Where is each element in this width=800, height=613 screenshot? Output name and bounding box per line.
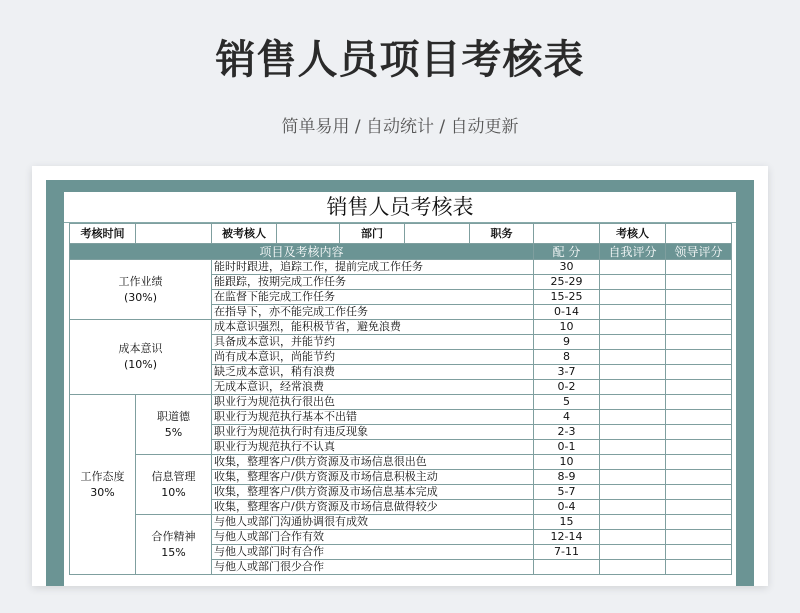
value-time[interactable]: [136, 224, 212, 244]
self-score-cell[interactable]: [600, 305, 666, 320]
col-self: 自我评分: [600, 244, 666, 260]
row-score: 30: [534, 260, 600, 275]
row-score: 5: [534, 395, 600, 410]
group-performance: [70, 260, 212, 320]
row-content: 具备成本意识，并能节约: [212, 335, 534, 350]
row-content: 收集，整理客户/供方资源及市场信息很出色: [212, 455, 534, 470]
leader-score-cell[interactable]: [666, 515, 732, 530]
row-content: 缺乏成本意识，稍有浪费: [212, 365, 534, 380]
row-content: 在指导下，亦不能完成工作任务: [212, 305, 534, 320]
col-items: 项目及考核内容: [70, 244, 534, 260]
meta-row: [70, 224, 732, 244]
leader-score-cell[interactable]: [666, 530, 732, 545]
leader-score-cell[interactable]: [666, 455, 732, 470]
row-score: 0-14: [534, 305, 600, 320]
row-content: 与他人或部门沟通协调很有成效: [212, 515, 534, 530]
subgroup-team: [136, 515, 212, 575]
self-score-cell[interactable]: [600, 560, 666, 575]
row-content: 成本意识强烈，能积极节省，避免浪费: [212, 320, 534, 335]
group-cost: [70, 320, 212, 395]
leader-score-cell[interactable]: [666, 305, 732, 320]
meta-middle: [212, 224, 534, 244]
row-content: 尚有成本意识，尚能节约: [212, 350, 534, 365]
row-score: 3-7: [534, 365, 600, 380]
leader-score-cell[interactable]: [666, 440, 732, 455]
leader-score-cell[interactable]: [666, 485, 732, 500]
self-score-cell[interactable]: [600, 500, 666, 515]
label-person: 被考核人: [212, 224, 277, 243]
row-content: 能跟踪，按期完成工作任务: [212, 275, 534, 290]
row-score: 10: [534, 455, 600, 470]
assessment-table: [69, 223, 732, 575]
group-name: 成本意识: [118, 342, 163, 355]
row-score: 12-14: [534, 530, 600, 545]
row-score: 8: [534, 350, 600, 365]
self-score-cell[interactable]: [600, 440, 666, 455]
row-score: 10: [534, 320, 600, 335]
row-content: 职业行为规范执行很出色: [212, 395, 534, 410]
self-score-cell[interactable]: [600, 260, 666, 275]
row-content: 与他人或部门很少合作: [212, 560, 534, 575]
row-content: 收集，整理客户/供方资源及市场信息做得较少: [212, 500, 534, 515]
row-content: 职业行为规范执行基本不出错: [212, 410, 534, 425]
subgroup-weight: 10%: [161, 485, 186, 499]
subgroup-name: 信息管理: [151, 469, 196, 483]
leader-score-cell[interactable]: [666, 380, 732, 395]
leader-score-cell[interactable]: [666, 275, 732, 290]
row-score: 15-25: [534, 290, 600, 305]
group-weight: 30%: [90, 485, 115, 499]
value-assessor[interactable]: [666, 224, 732, 244]
row-content: 无成本意识，经常浪费: [212, 380, 534, 395]
self-score-cell[interactable]: [600, 395, 666, 410]
self-score-cell[interactable]: [600, 290, 666, 305]
value-person[interactable]: [277, 224, 340, 243]
leader-score-cell[interactable]: [666, 320, 732, 335]
row-content: 在监督下能完成工作任务: [212, 290, 534, 305]
table-row: [70, 395, 732, 410]
self-score-cell[interactable]: [600, 545, 666, 560]
row-content: 职业行为规范执行时有违反现象: [212, 425, 534, 440]
row-content: 与他人或部门合作有效: [212, 530, 534, 545]
row-content: 收集，整理客户/供方资源及市场信息基本完成: [212, 485, 534, 500]
leader-score-cell[interactable]: [666, 425, 732, 440]
row-score: 4: [534, 410, 600, 425]
row-score: 2-3: [534, 425, 600, 440]
self-score-cell[interactable]: [600, 485, 666, 500]
spreadsheet-frame: [46, 180, 754, 586]
value-position[interactable]: [534, 224, 600, 244]
self-score-cell[interactable]: [600, 515, 666, 530]
self-score-cell[interactable]: [600, 410, 666, 425]
table-row: [70, 455, 732, 470]
subgroup-weight: 5%: [164, 425, 183, 439]
self-score-cell[interactable]: [600, 425, 666, 440]
value-dept[interactable]: [405, 224, 470, 243]
self-score-cell[interactable]: [600, 455, 666, 470]
leader-score-cell[interactable]: [666, 350, 732, 365]
row-content: 职业行为规范执行不认真: [212, 440, 534, 455]
leader-score-cell[interactable]: [666, 365, 732, 380]
page-subtitle: 简单易用 / 自动统计 / 自动更新: [281, 117, 519, 137]
row-content: 与他人或部门时有合作: [212, 545, 534, 560]
row-content: 能时时跟进，追踪工作，提前完成工作任务: [212, 260, 534, 275]
label-time: 考核时间: [70, 224, 136, 244]
self-score-cell[interactable]: [600, 470, 666, 485]
col-score: 配 分: [534, 244, 600, 260]
row-score: [534, 560, 600, 575]
group-name: 工作态度: [80, 469, 125, 483]
row-content: 收集，整理客户/供方资源及市场信息积极主动: [212, 470, 534, 485]
label-assessor: 考核人: [600, 224, 666, 244]
label-position: 职务: [490, 227, 513, 240]
row-score: 9: [534, 335, 600, 350]
col-leader: 领导评分: [666, 244, 732, 260]
subgroup-name: 合作精神: [151, 529, 196, 543]
group-attitude: [70, 395, 136, 575]
row-score: 0-4: [534, 500, 600, 515]
self-score-cell[interactable]: [600, 365, 666, 380]
leader-score-cell[interactable]: [666, 335, 732, 350]
page-title: 销售人员项目考核表: [215, 37, 585, 83]
self-score-cell[interactable]: [600, 335, 666, 350]
leader-score-cell[interactable]: [666, 560, 732, 575]
group-weight: (30%): [123, 290, 158, 304]
self-score-cell[interactable]: [600, 275, 666, 290]
sheet-title: 销售人员考核表: [64, 192, 736, 223]
row-score: 0-2: [534, 380, 600, 395]
self-score-cell[interactable]: [600, 380, 666, 395]
leader-score-cell[interactable]: [666, 545, 732, 560]
subgroup-info: [136, 455, 212, 515]
label-dept: 部门: [340, 224, 405, 243]
self-score-cell[interactable]: [600, 320, 666, 335]
spreadsheet-paper: [64, 192, 736, 586]
row-score: 7-11: [534, 545, 600, 560]
header-row: [70, 244, 732, 260]
table-row: [70, 260, 732, 275]
subgroup-weight: 15%: [161, 545, 186, 559]
row-score: 5-7: [534, 485, 600, 500]
self-score-cell[interactable]: [600, 350, 666, 365]
subgroup-ethics: [136, 395, 212, 455]
table-row: [70, 515, 732, 530]
leader-score-cell[interactable]: [666, 410, 732, 425]
row-score: 25-29: [534, 275, 600, 290]
subgroup-name: 职道德: [157, 409, 190, 423]
row-score: 15: [534, 515, 600, 530]
row-score: 0-1: [534, 440, 600, 455]
self-score-cell[interactable]: [600, 530, 666, 545]
leader-score-cell[interactable]: [666, 260, 732, 275]
row-score: 8-9: [534, 470, 600, 485]
table-row: [70, 320, 732, 335]
group-weight: (10%): [123, 358, 158, 371]
group-name: 工作业绩: [118, 274, 163, 288]
leader-score-cell[interactable]: [666, 290, 732, 305]
leader-score-cell[interactable]: [666, 470, 732, 485]
leader-score-cell[interactable]: [666, 500, 732, 515]
leader-score-cell[interactable]: [666, 395, 732, 410]
